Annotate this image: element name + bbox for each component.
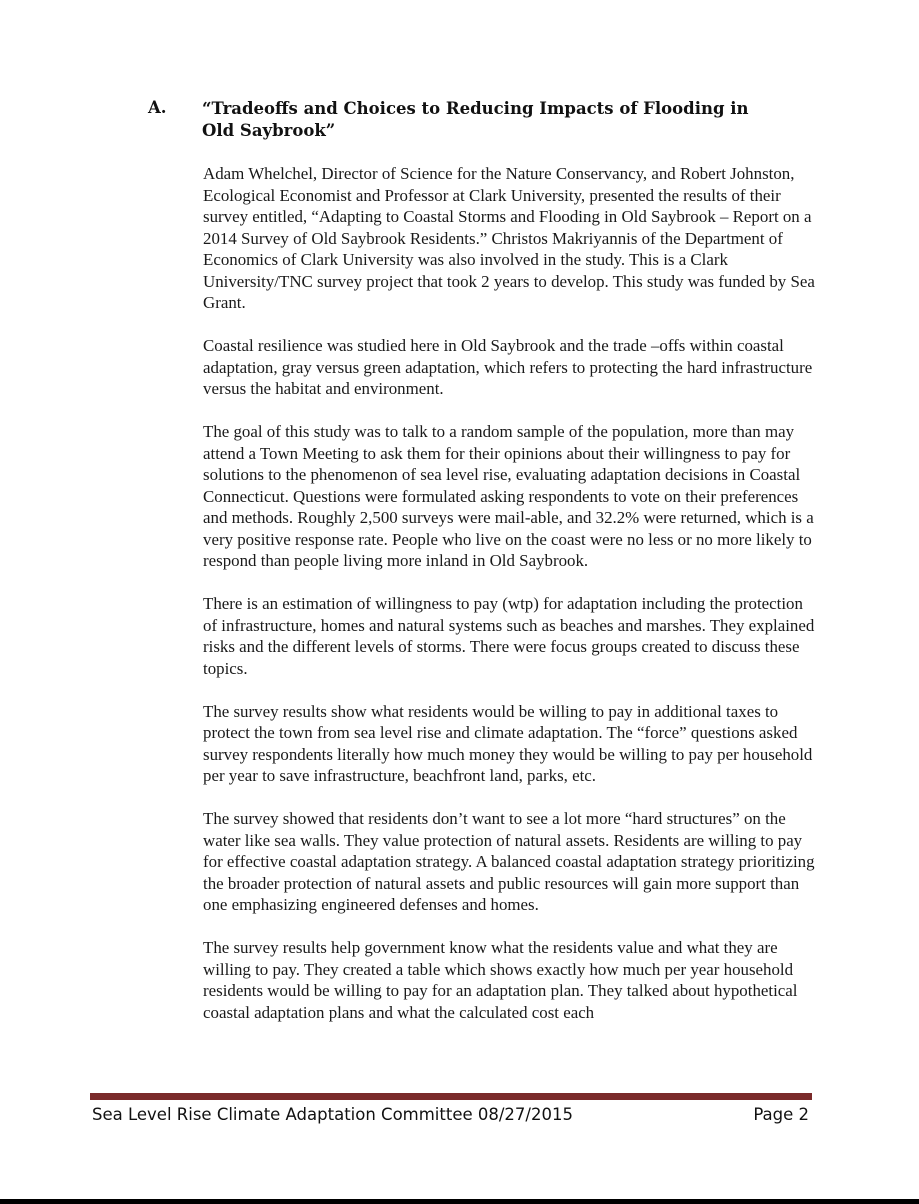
paragraph: The goal of this study was to talk to a random sample of the population, more than may attend a Town Meeting to ask them for their opinions about their willingness to pay for solutions to the phenomenon of sea level rise, evaluating adaptation decisions in Coastal Connecticut. Questions were formulated asking respondents to vote on their preferences and methods. Roughly 2,500 surveys were mail-able, and 32.2% were returned, which is a very positive response rate. People who live on the coast were no less or no more likely to respond than people living more inland in Old Saybrook. [203, 422, 814, 570]
footer-divider [90, 1093, 812, 1100]
section-body [203, 163, 815, 1045]
paragraph: The survey results help government know what the residents value and what they are willing to pay. They created a table which shows exactly how much per year household residents would be willing to pay for an adaptation plan. They talked about hypothetical coastal adaptation plans and what the calculated cost each [203, 938, 798, 1022]
footer-committee-date: Sea Level Rise Climate Adaptation Committee 08/27/2015 [92, 1105, 573, 1124]
page-bottom-edge [0, 1199, 919, 1204]
paragraph: Coastal resilience was studied here in Old Saybrook and the trade –offs within coastal adaptation, gray versus green adaptation, which refers to protecting the hard infrastructure versus the habitat and environment. [203, 336, 813, 398]
section-title: “Tradeoffs and Choices to Reducing Impacts of Flooding in Old Saybrook” [202, 99, 749, 140]
paragraph: The survey showed that residents don’t want to see a lot more “hard structures” on the water like sea walls. They value protection of natural assets. Residents are willing to pay for effective coastal adaptation strategy. A balanced coastal adaptation strategy prioritizing the broader protection of natural assets and public resources will gain more support than one emphasizing engineered defenses and homes. [203, 809, 815, 914]
footer-page-number: Page 2 [753, 1105, 809, 1124]
section-letter: A. [148, 98, 167, 117]
paragraph: Adam Whelchel, Director of Science for the Nature Conservancy, and Robert Johnston, Ecological Economist and Professor at Clark University, presented the results of their survey entitled, “Adapting to Coastal Storms and Flooding in Old Saybrook – Report on a 2014 Survey of Old Saybrook Residents.” Christos Makriyannis of the Department of Economics of Clark University was also involved in the study. This is a Clark University/TNC survey project that took 2 years to develop. This study was funded by Sea Grant. [203, 164, 815, 312]
paragraph: There is an estimation of willingness to pay (wtp) for adaptation including the protection of infrastructure, homes and natural systems such as beaches and marshes. They explained risks and the different levels of storms. There were focus groups created to discuss these topics. [203, 594, 815, 678]
paragraph: The survey results show what residents would be willing to pay in additional taxes to protect the town from sea level rise and climate adaptation. The “force” questions asked survey respondents literally how much money they would be willing to pay per household per year to save infrastructure, beachfront land, parks, etc. [203, 701, 813, 785]
